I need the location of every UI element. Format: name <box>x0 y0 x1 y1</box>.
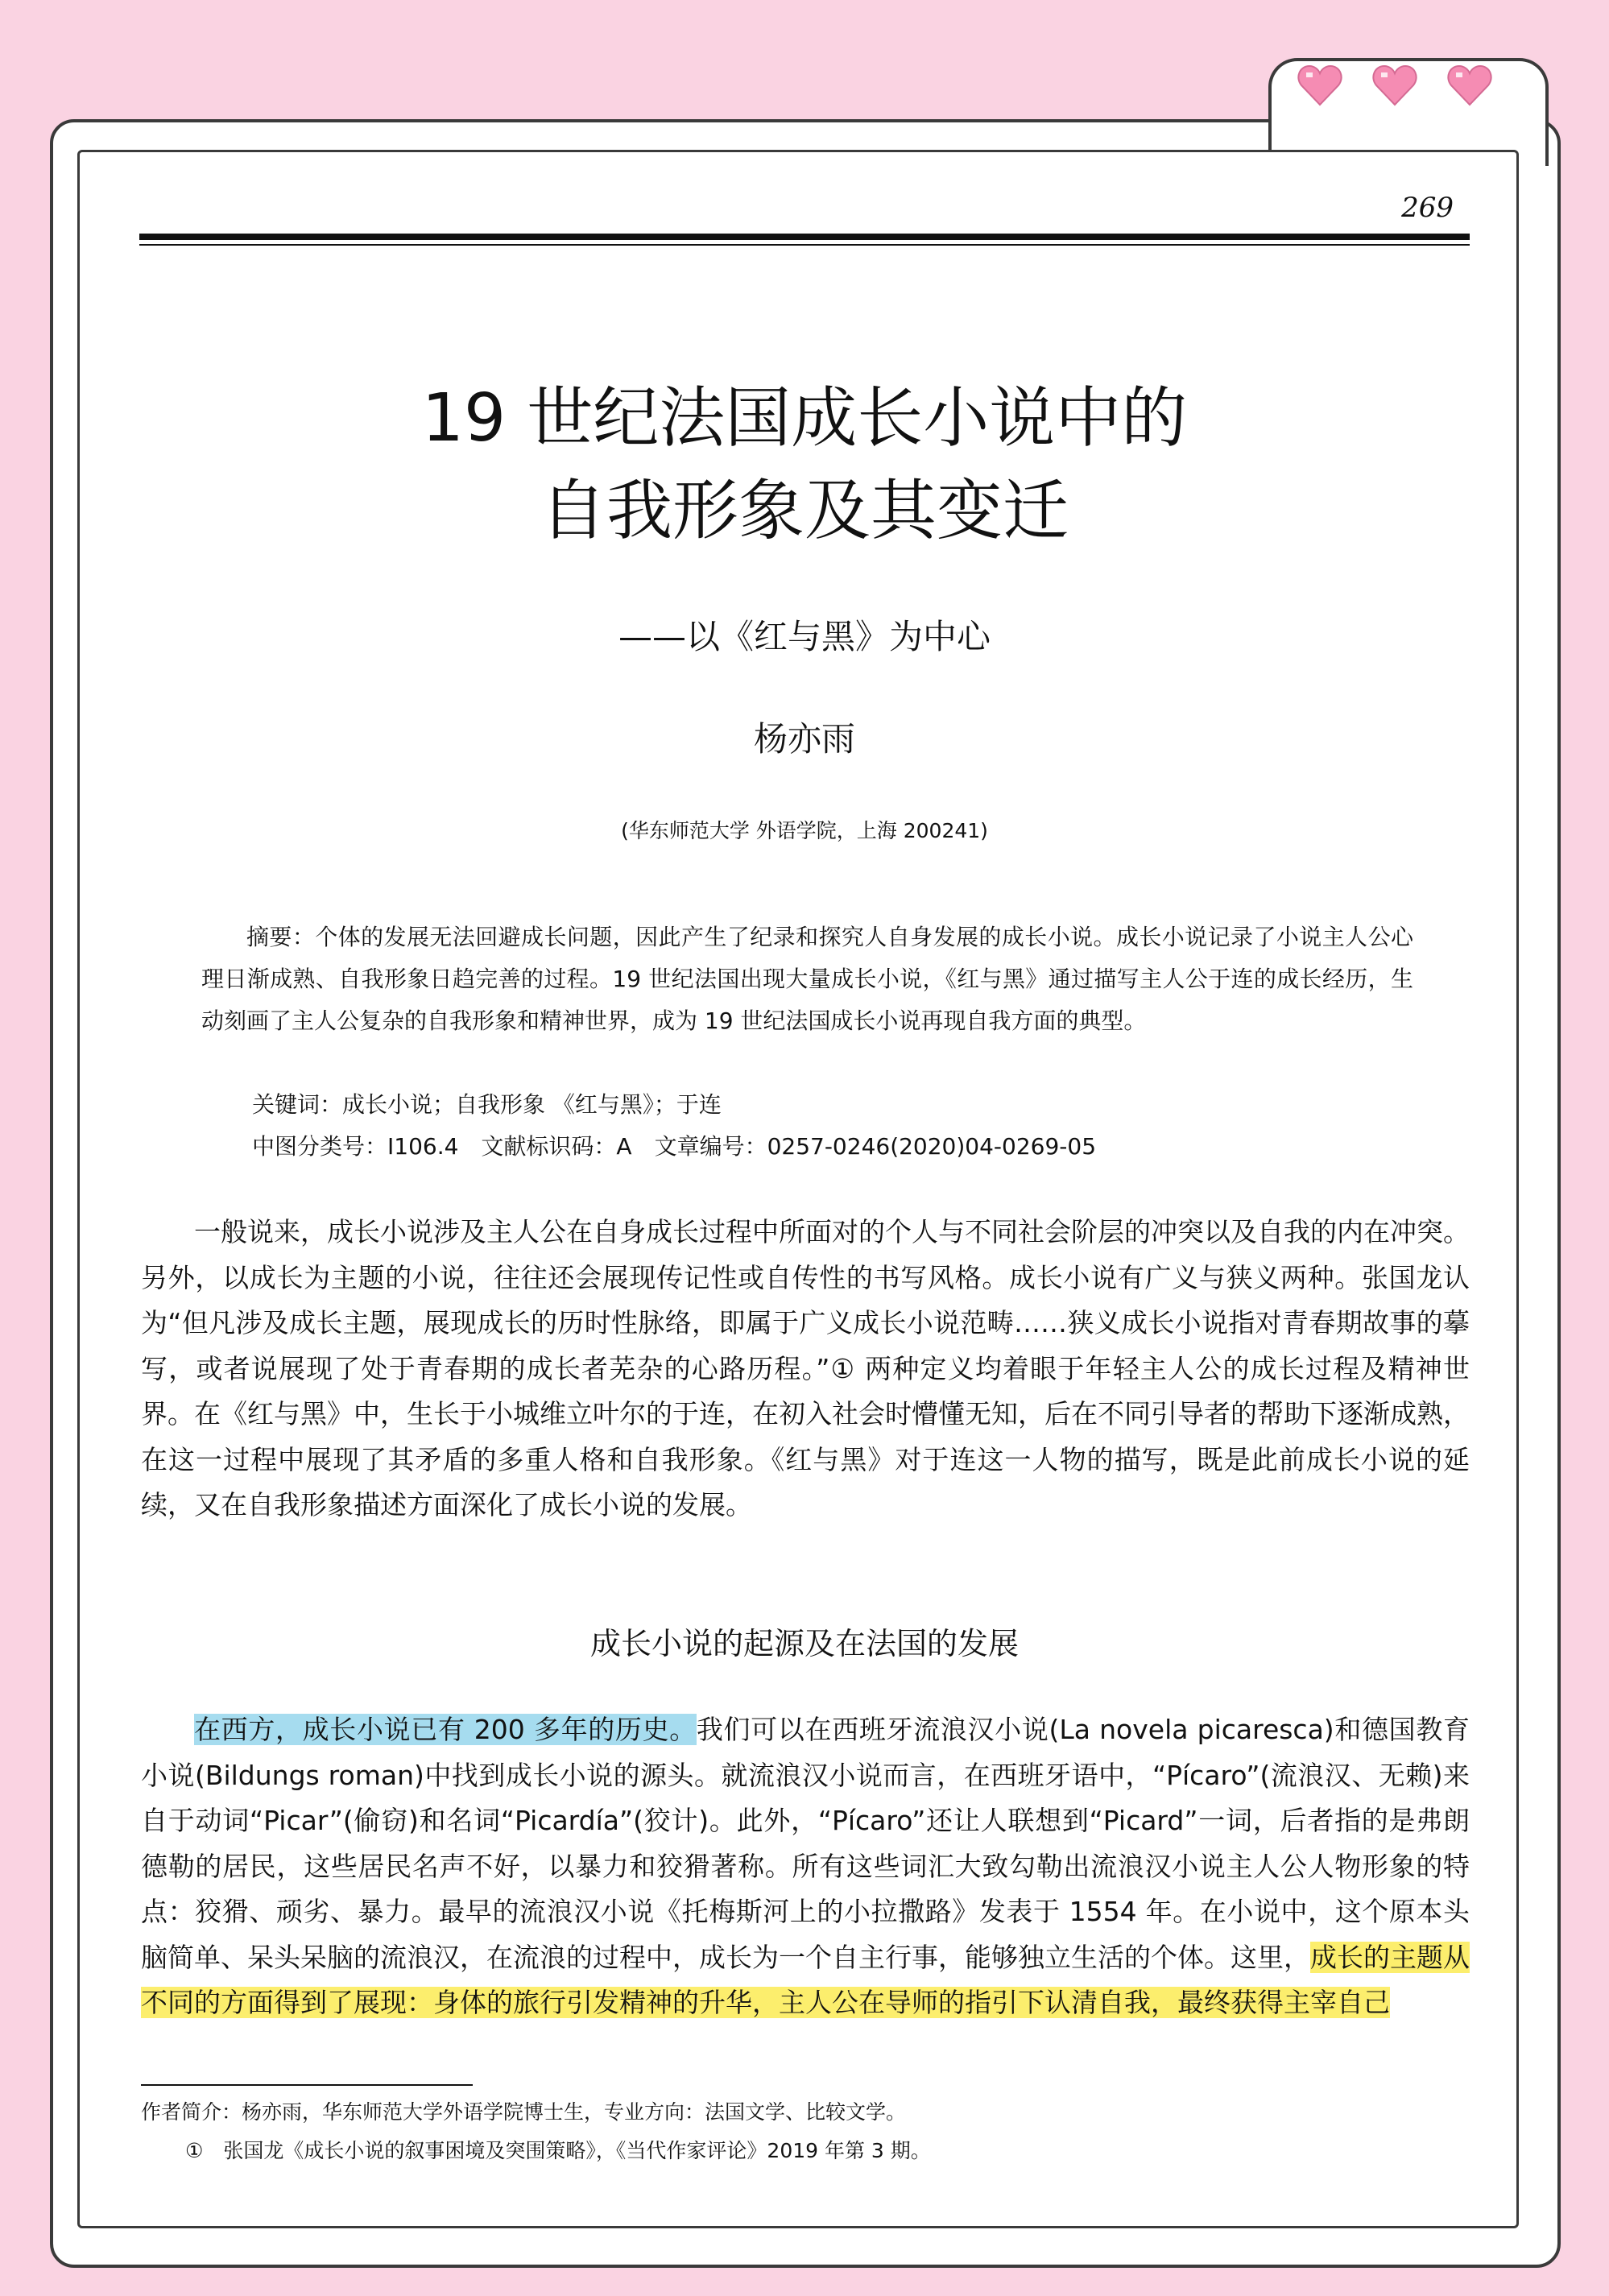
footnote-rule <box>141 2084 473 2086</box>
heart-icon <box>1371 63 1418 110</box>
classification-line: 中图分类号：I106.4 文献标识码：A 文章编号：0257-0246(2020)04-0269-05 <box>252 1133 1097 1160</box>
body-paragraph <box>141 1707 1470 2026</box>
body-paragraph-2-text: 我们可以在西班牙流浪汉小说(La novela picaresca)和德国教育小说(Bildungs roman)中找到成长小说的源头。就流浪汉小说而言，在西班牙语中，“Pícaro”(流浪汉、无赖)来自于动词“Picar”(偷窃)和名词“Picardía”(狡计)。此外，“Pícaro”还让人联想到“Picard”一词，后者指的是弗朗德勒的居民，这些居民名声不好，以暴力和狡猾著称。所有这些词汇大致勾勒出流浪汉小说主人公人物形象的特点：狡猾、顽劣、暴力。最早的流浪汉小说《托梅斯河上的小拉撒路》发表于 1554 年。在小说中，这个原本头脑简单、呆头呆脑的流浪汉，在流浪的过程中，成长为一个自主行事，能够独立生活的个体。这里， <box>141 1714 1470 1973</box>
footnote-reference: ① 张国龙《成长小说的叙事困境及突围策略》，《当代作家评论》2019 年第 3 期。 <box>185 2139 931 2162</box>
heart-icon <box>1446 63 1493 110</box>
body-paragraph-1: 一般说来，成长小说涉及主人公在自身成长过程中所面对的个人与不同社会阶层的冲突以及自我的内在冲突。另外，以成长为主题的小说，往往还会展现传记性或自传性的书写风格。成长小说有广义与狭义两种。张国龙认为“但凡涉及成长主题，展现成长的历时性脉络，即属于广义成长小说范畴……狭义成长小说指对青春期故事的摹写，或者说展现了处于青春期的成长者芜杂的心路历程。”① 两种定义均着眼于年轻主人公的成长过程及精神世界。在《红与黑》中，生长于小城维立叶尔的于连，在初入社会时懵懂无知，后在不同引导者的帮助下逐渐成熟，在这一过程中展现了其矛盾的多重人格和自我形象。《红与黑》对于连这一人物的描写，既是此前成长小说的延续，又在自我形象描述方面深化了成长小说的发展。 <box>141 1216 1470 1520</box>
footnote-author-bio: 作者简介：杨亦雨，华东师范大学外语学院博士生，专业方向：法国文学、比较文学。 <box>141 2100 907 2124</box>
abstract <box>201 916 1413 1042</box>
highlight-blue: 在西方，成长小说已有 200 多年的历史。 <box>194 1714 697 1745</box>
header-rule <box>139 234 1470 240</box>
page-number: 269 <box>1401 192 1454 224</box>
paper-subtitle: ——以《红与黑》为中心 <box>618 617 991 656</box>
author-name: 杨亦雨 <box>753 719 855 759</box>
body-paragraph <box>141 1210 1470 1529</box>
paper-title <box>139 372 1470 557</box>
highlight-yellow: 成长的主题从不同的方面得到了展现：身体的旅行引发精神的升华，主人公在导师的指引下认清自我，最终获得主宰自己 <box>141 1941 1470 2018</box>
abstract-text: 摘要：个体的发展无法回避成长问题，因此产生了纪录和探究人自身发展的成长小说。成长小说记录了小说主人公心理日渐成熟、自我形象日趋完善的过程。19 世纪法国出现大量成长小说，《红与黑》通过描写主人公于连的成长经历，生动刻画了主人公复杂的自我形象和精神世界，成为 19 世纪法国成长小说再现自我方面的典型。 <box>201 924 1413 1034</box>
keywords: 关键词：成长小说；自我形象 《红与黑》；于连 <box>252 1091 722 1118</box>
body-paragraph-2 <box>141 1707 1470 2026</box>
section-heading: 成长小说的起源及在法国的发展 <box>589 1626 1019 1661</box>
heart-icon <box>1297 63 1343 110</box>
header-rule-thin <box>139 244 1470 246</box>
title-line-2: 自我形象及其变迁 <box>540 473 1069 549</box>
author-affiliation: (华东师范大学 外语学院，上海 200241) <box>621 819 988 842</box>
title-line-1: 19 世纪法国成长小说中的 <box>421 380 1188 457</box>
